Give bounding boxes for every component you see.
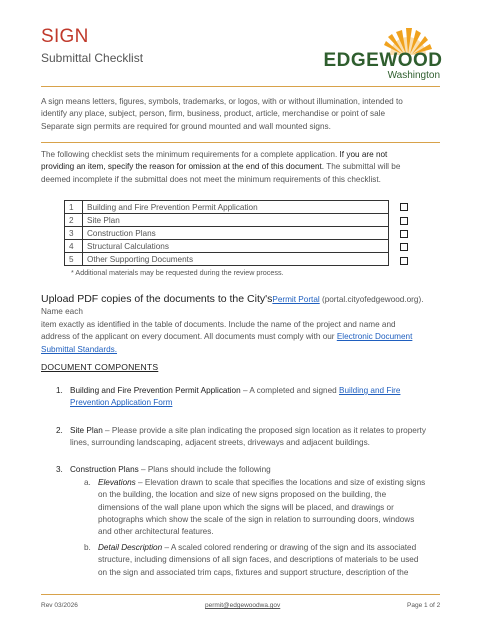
- component-text: lines, surrounding landscaping, adjacent streets, driveways and adjacent buildings.: [70, 438, 370, 448]
- component-title: Site Plan: [70, 426, 103, 435]
- page-title: SIGN: [41, 26, 89, 47]
- checkbox-structural-calculations[interactable]: [400, 243, 408, 251]
- submittal-standards-link[interactable]: Submittal Standards.: [41, 344, 118, 354]
- upload-text: item exactly as identified in the table of documents. Include the name of the project and name and: [41, 319, 396, 329]
- upload-text: address of the applicant on every document. All documents must comply with our: [41, 332, 337, 342]
- component-site-plan: [56, 425, 440, 450]
- component-construction-plans: [56, 464, 440, 476]
- logo-wordmark: EDGEWOOD: [323, 50, 443, 71]
- checklist-number: 4: [65, 240, 83, 253]
- requirements-text: The submittal will be: [324, 162, 401, 172]
- checkbox-application[interactable]: [400, 203, 408, 211]
- table-row: [65, 253, 389, 266]
- checklist-item: Building and Fire Prevention Permit Application: [83, 201, 389, 214]
- subitem-letter: b.: [84, 543, 91, 552]
- component-title: Construction Plans: [70, 465, 139, 474]
- requirements-emphasis: providing an item, specify the reason for omission at the end of this document.: [41, 162, 325, 172]
- checklist-number: 5: [65, 253, 83, 266]
- header-divider: [41, 86, 440, 87]
- footer-divider: [41, 594, 440, 595]
- requirements-emphasis: If you are not: [339, 150, 388, 159]
- component-number: 3.: [56, 465, 63, 474]
- checkbox-construction-plans[interactable]: [400, 230, 408, 238]
- footer-revision: Rev 03/2026: [41, 602, 78, 609]
- requirements-paragraph: [41, 149, 440, 186]
- subitem-detail-description: [84, 542, 440, 579]
- table-row: [65, 214, 389, 227]
- table-row: [65, 227, 389, 240]
- checklist-number: 2: [65, 214, 83, 227]
- subitem-text: dimensions of the wall plane upon which the signs will be placed, and drawings or: [98, 502, 394, 512]
- subitem-text: photographs which show the scale of the sign in relation to surrounding doors, windows: [98, 514, 415, 524]
- component-number: 2.: [56, 426, 63, 435]
- subitem-text: structure, including dimensions of all sign faces, and descriptions of materials to be used: [98, 555, 419, 565]
- component-text: – Please provide a site plan indicating the proposed sign location as it relates to property: [102, 426, 426, 435]
- checklist-item: Site Plan: [83, 214, 389, 227]
- intro-divider: [41, 142, 440, 143]
- subitem-text: on the building, the location and size of new signs proposed on the building, the: [98, 490, 387, 500]
- checklist-number: 3: [65, 227, 83, 240]
- checklist-table: [64, 200, 389, 266]
- subitem-letter: a.: [84, 478, 91, 487]
- component-text: – Plans should include the following: [138, 465, 271, 474]
- subitem-title: Elevations: [98, 478, 136, 487]
- application-form-link[interactable]: Prevention Application Form: [70, 398, 173, 408]
- requirements-text: deemed incomplete if the submittal does not meet the minimum requirements of this checklist.: [41, 174, 381, 184]
- checklist-item: Structural Calculations: [83, 240, 389, 253]
- footer-page-number: Page 1 of 2: [407, 602, 441, 609]
- intro-paragraph: [41, 96, 440, 133]
- subitem-text: – Elevation drawn to scale that specifies the locations and size of existing signs: [135, 478, 426, 487]
- footer-email-link[interactable]: permit@edgewoodwa.gov: [205, 602, 281, 609]
- checklist-item: Construction Plans: [83, 227, 389, 240]
- table-row: [65, 201, 389, 214]
- checkbox-site-plan[interactable]: [400, 217, 408, 225]
- checkbox-supporting-documents[interactable]: [400, 257, 408, 265]
- upload-paragraph: [41, 293, 440, 356]
- upload-lead: Upload PDF copies of the documents to the City's: [41, 293, 273, 305]
- section-heading: DOCUMENT COMPONENTS: [41, 362, 159, 372]
- page-subtitle: Submittal Checklist: [41, 51, 144, 65]
- requirements-text: The following checklist sets the minimum requirements for a complete application.: [41, 150, 340, 159]
- component-number: 1.: [56, 386, 63, 395]
- intro-line: Separate sign permits are required for ground mounted and wall mounted signs.: [41, 121, 331, 131]
- table-row: [65, 240, 389, 253]
- checklist-item: Other Supporting Documents: [83, 253, 389, 266]
- upload-text: (portal.cityofedgewood.org). Name each: [41, 295, 424, 317]
- component-text: – A completed and signed: [240, 386, 339, 395]
- application-form-link[interactable]: Building and Fire: [339, 386, 401, 395]
- checklist-note: * Additional materials may be requested during the review process.: [71, 268, 284, 277]
- checklist-number: 1: [65, 201, 83, 214]
- subitem-text: and other architectural features.: [98, 527, 214, 537]
- intro-line: identify any place, subject, person, firm, business, product, article, merchandise or point of sale: [41, 109, 386, 119]
- subitem-text: on the sign and associated trim caps, fixtures and support structure, description of the: [98, 567, 409, 577]
- intro-line: A sign means letters, figures, symbols, trademarks, or logos, with or without illumination, intended to: [41, 97, 403, 106]
- permit-portal-link[interactable]: Permit Portal: [272, 295, 320, 304]
- subitem-title: Detail Description: [98, 543, 163, 552]
- logo-location: Washington: [387, 70, 440, 81]
- component-application: [56, 385, 440, 410]
- subitem-text: – A scaled colored rendering or drawing of the sign and its associated: [162, 543, 417, 552]
- edgewood-logo: [322, 26, 444, 84]
- submittal-standards-link[interactable]: Electronic Document: [336, 332, 413, 342]
- component-title: Building and Fire Prevention Permit Application: [70, 386, 241, 395]
- subitem-elevations: [84, 477, 440, 538]
